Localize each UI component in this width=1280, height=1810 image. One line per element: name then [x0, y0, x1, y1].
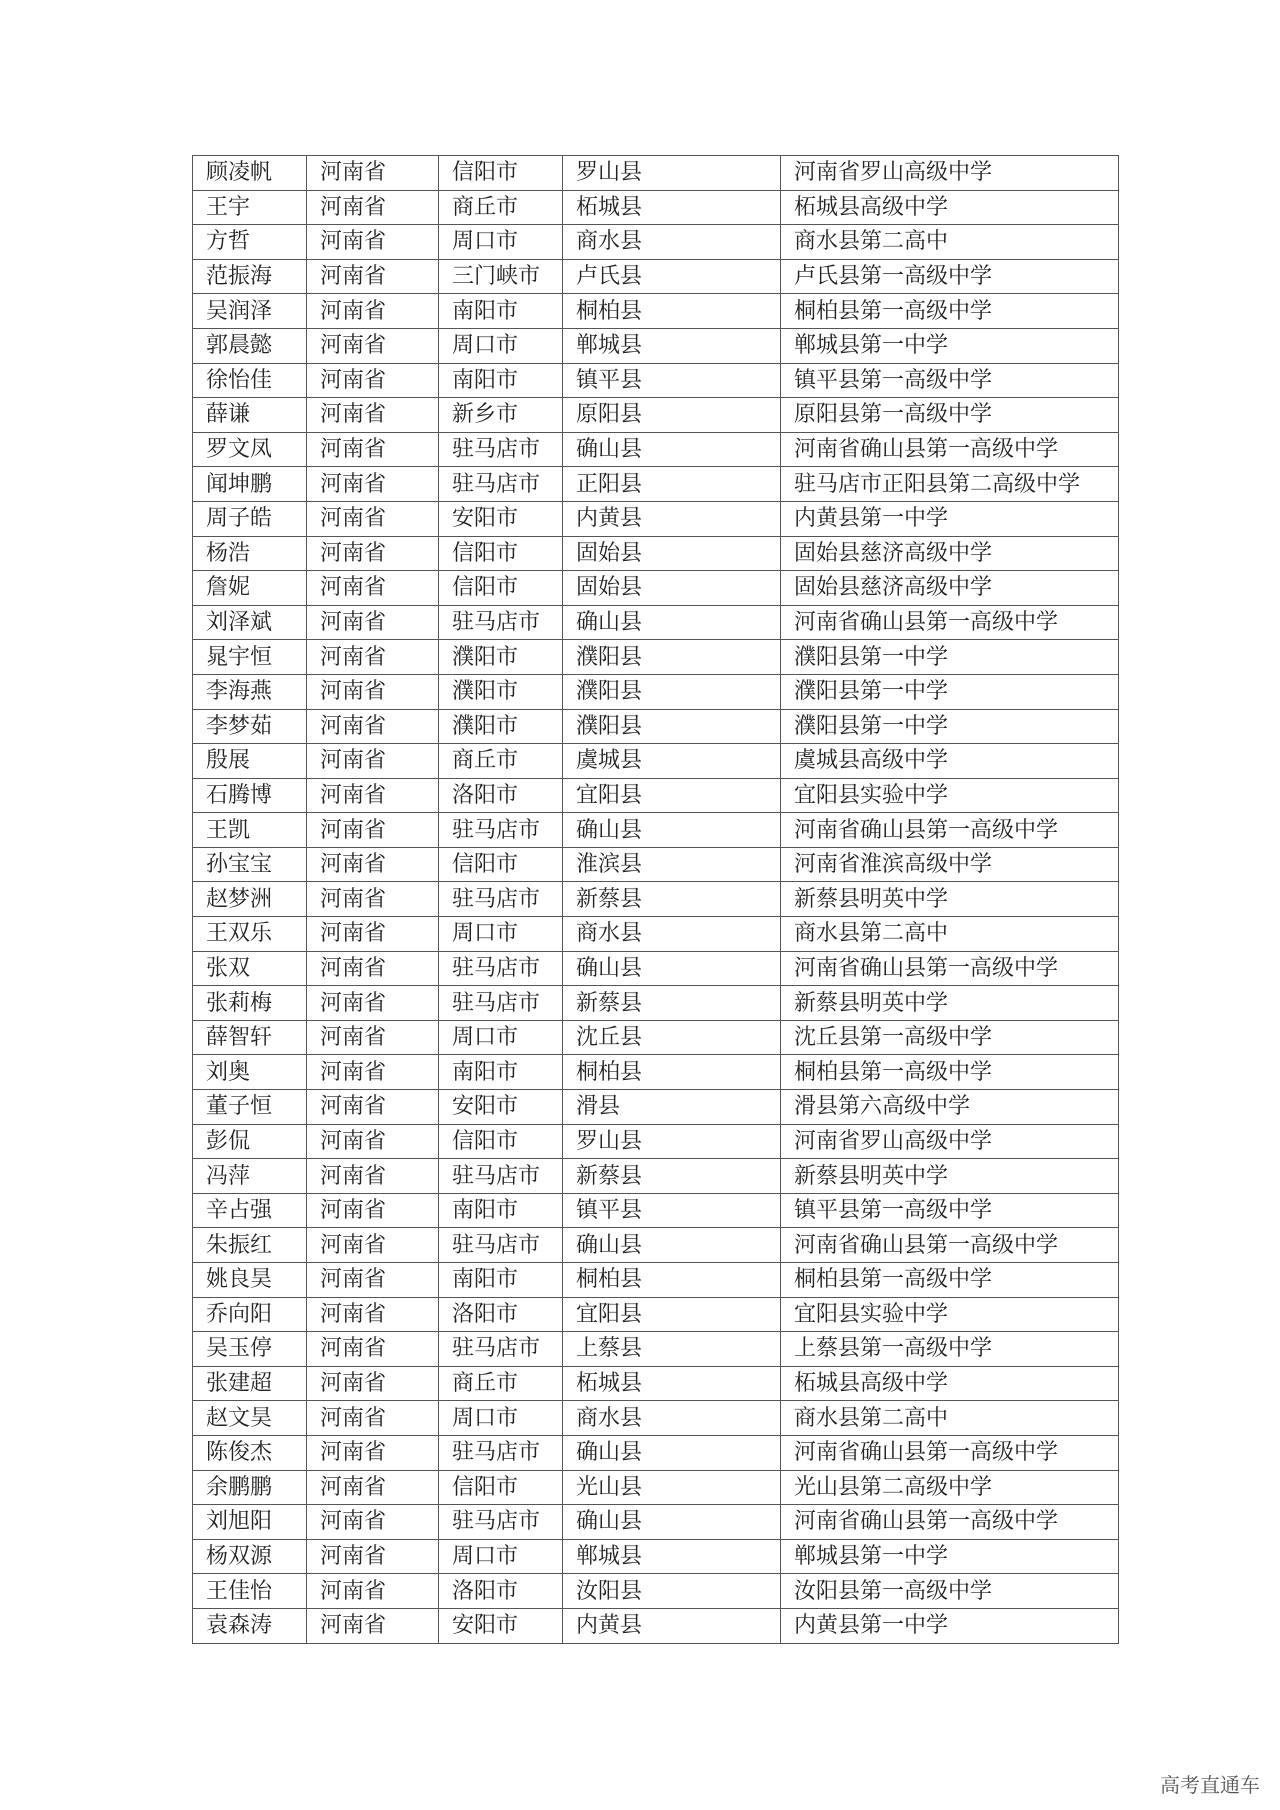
school-cell: 镇平县第一高级中学 [781, 363, 1119, 398]
province-cell: 河南省 [307, 605, 439, 640]
city-cell: 新乡市 [439, 398, 563, 433]
county-cell: 正阳县 [563, 467, 781, 502]
county-cell: 郸城县 [563, 328, 781, 363]
school-cell: 河南省罗山高级中学 [781, 1124, 1119, 1159]
table-row [193, 1470, 1119, 1505]
county-cell: 虞城县 [563, 744, 781, 779]
city-cell: 驻马店市 [439, 1228, 563, 1263]
table-row [193, 1332, 1119, 1367]
province-cell: 河南省 [307, 294, 439, 329]
table-row [193, 1435, 1119, 1470]
school-cell: 固始县慈济高级中学 [781, 571, 1119, 606]
city-cell: 周口市 [439, 917, 563, 952]
province-cell: 河南省 [307, 813, 439, 848]
school-cell: 新蔡县明英中学 [781, 986, 1119, 1021]
city-cell: 驻马店市 [439, 1505, 563, 1540]
school-cell: 河南省确山县第一高级中学 [781, 432, 1119, 467]
school-cell: 河南省确山县第一高级中学 [781, 951, 1119, 986]
province-cell: 河南省 [307, 571, 439, 606]
city-cell: 三门峡市 [439, 259, 563, 294]
county-cell: 商水县 [563, 1401, 781, 1436]
school-cell: 商水县第二高中 [781, 225, 1119, 260]
watermark-text: 高考直通车 [1160, 1773, 1260, 1797]
table-row [193, 432, 1119, 467]
school-cell: 沈丘县第一高级中学 [781, 1020, 1119, 1055]
city-cell: 驻马店市 [439, 1435, 563, 1470]
school-cell: 镇平县第一高级中学 [781, 1193, 1119, 1228]
name-cell: 刘奥 [193, 1055, 307, 1090]
province-cell: 河南省 [307, 1193, 439, 1228]
table-body [193, 156, 1119, 1644]
table-row [193, 156, 1119, 191]
county-cell: 罗山县 [563, 1124, 781, 1159]
county-cell: 光山县 [563, 1470, 781, 1505]
city-cell: 周口市 [439, 1020, 563, 1055]
table-row [193, 225, 1119, 260]
name-cell: 张双 [193, 951, 307, 986]
table-row [193, 674, 1119, 709]
city-cell: 周口市 [439, 1539, 563, 1574]
county-cell: 确山县 [563, 605, 781, 640]
city-cell: 信阳市 [439, 1470, 563, 1505]
school-cell: 卢氏县第一高级中学 [781, 259, 1119, 294]
name-cell: 晁宇恒 [193, 640, 307, 675]
city-cell: 洛阳市 [439, 1574, 563, 1609]
name-cell: 徐怡佳 [193, 363, 307, 398]
school-cell: 内黄县第一中学 [781, 1608, 1119, 1643]
school-cell: 河南省确山县第一高级中学 [781, 605, 1119, 640]
county-cell: 濮阳县 [563, 674, 781, 709]
county-cell: 宜阳县 [563, 778, 781, 813]
province-cell: 河南省 [307, 847, 439, 882]
province-cell: 河南省 [307, 467, 439, 502]
table-row [193, 1020, 1119, 1055]
county-cell: 内黄县 [563, 501, 781, 536]
province-cell: 河南省 [307, 1435, 439, 1470]
name-cell: 彭侃 [193, 1124, 307, 1159]
city-cell: 周口市 [439, 225, 563, 260]
name-cell: 姚良昊 [193, 1263, 307, 1298]
name-cell: 方哲 [193, 225, 307, 260]
table-row [193, 709, 1119, 744]
school-cell: 郸城县第一中学 [781, 1539, 1119, 1574]
table-row [193, 467, 1119, 502]
table-row [193, 1263, 1119, 1298]
name-cell: 李梦茹 [193, 709, 307, 744]
county-cell: 固始县 [563, 536, 781, 571]
province-cell: 河南省 [307, 398, 439, 433]
county-cell: 上蔡县 [563, 1332, 781, 1367]
city-cell: 南阳市 [439, 1055, 563, 1090]
name-cell: 殷展 [193, 744, 307, 779]
name-cell: 薛智轩 [193, 1020, 307, 1055]
school-cell: 固始县慈济高级中学 [781, 536, 1119, 571]
city-cell: 洛阳市 [439, 1297, 563, 1332]
county-cell: 确山县 [563, 1505, 781, 1540]
student-list-table [192, 155, 1119, 1644]
province-cell: 河南省 [307, 536, 439, 571]
table-row [193, 1505, 1119, 1540]
county-cell: 桐柏县 [563, 1263, 781, 1298]
county-cell: 柘城县 [563, 190, 781, 225]
table-row [193, 1228, 1119, 1263]
table-row [193, 501, 1119, 536]
name-cell: 石腾博 [193, 778, 307, 813]
province-cell: 河南省 [307, 363, 439, 398]
school-cell: 柘城县高级中学 [781, 1366, 1119, 1401]
county-cell: 确山县 [563, 1435, 781, 1470]
table-row [193, 1297, 1119, 1332]
city-cell: 信阳市 [439, 571, 563, 606]
county-cell: 淮滨县 [563, 847, 781, 882]
table-row [193, 190, 1119, 225]
table-row [193, 363, 1119, 398]
name-cell: 范振海 [193, 259, 307, 294]
school-cell: 郸城县第一中学 [781, 328, 1119, 363]
name-cell: 余鹏鹏 [193, 1470, 307, 1505]
city-cell: 驻马店市 [439, 467, 563, 502]
name-cell: 王宇 [193, 190, 307, 225]
table-row [193, 1366, 1119, 1401]
table-row [193, 1574, 1119, 1609]
school-cell: 河南省确山县第一高级中学 [781, 813, 1119, 848]
table-row [193, 847, 1119, 882]
province-cell: 河南省 [307, 259, 439, 294]
province-cell: 河南省 [307, 156, 439, 191]
county-cell: 沈丘县 [563, 1020, 781, 1055]
city-cell: 安阳市 [439, 1090, 563, 1125]
city-cell: 安阳市 [439, 501, 563, 536]
name-cell: 袁森涛 [193, 1608, 307, 1643]
province-cell: 河南省 [307, 1263, 439, 1298]
table-row [193, 1193, 1119, 1228]
school-cell: 光山县第二高级中学 [781, 1470, 1119, 1505]
table-row [193, 571, 1119, 606]
province-cell: 河南省 [307, 1505, 439, 1540]
city-cell: 周口市 [439, 328, 563, 363]
county-cell: 桐柏县 [563, 1055, 781, 1090]
city-cell: 驻马店市 [439, 813, 563, 848]
name-cell: 冯萍 [193, 1159, 307, 1194]
province-cell: 河南省 [307, 709, 439, 744]
school-cell: 商水县第二高中 [781, 917, 1119, 952]
city-cell: 信阳市 [439, 536, 563, 571]
province-cell: 河南省 [307, 1055, 439, 1090]
school-cell: 汝阳县第一高级中学 [781, 1574, 1119, 1609]
city-cell: 驻马店市 [439, 432, 563, 467]
table-row [193, 882, 1119, 917]
city-cell: 驻马店市 [439, 1332, 563, 1367]
city-cell: 南阳市 [439, 1263, 563, 1298]
province-cell: 河南省 [307, 1020, 439, 1055]
school-cell: 桐柏县第一高级中学 [781, 1263, 1119, 1298]
county-cell: 新蔡县 [563, 1159, 781, 1194]
school-cell: 柘城县高级中学 [781, 190, 1119, 225]
table-row [193, 1159, 1119, 1194]
province-cell: 河南省 [307, 640, 439, 675]
city-cell: 驻马店市 [439, 882, 563, 917]
name-cell: 罗文凤 [193, 432, 307, 467]
table-row [193, 813, 1119, 848]
school-cell: 河南省淮滨高级中学 [781, 847, 1119, 882]
name-cell: 薛谦 [193, 398, 307, 433]
name-cell: 吴润泽 [193, 294, 307, 329]
county-cell: 汝阳县 [563, 1574, 781, 1609]
name-cell: 朱振红 [193, 1228, 307, 1263]
county-cell: 商水县 [563, 917, 781, 952]
province-cell: 河南省 [307, 744, 439, 779]
school-cell: 上蔡县第一高级中学 [781, 1332, 1119, 1367]
province-cell: 河南省 [307, 1297, 439, 1332]
name-cell: 杨双源 [193, 1539, 307, 1574]
school-cell: 内黄县第一中学 [781, 501, 1119, 536]
province-cell: 河南省 [307, 225, 439, 260]
name-cell: 杨浩 [193, 536, 307, 571]
table-row [193, 1401, 1119, 1436]
school-cell: 驻马店市正阳县第二高级中学 [781, 467, 1119, 502]
school-cell: 河南省确山县第一高级中学 [781, 1435, 1119, 1470]
county-cell: 商水县 [563, 225, 781, 260]
province-cell: 河南省 [307, 501, 439, 536]
name-cell: 辛占强 [193, 1193, 307, 1228]
table-row [193, 259, 1119, 294]
city-cell: 周口市 [439, 1401, 563, 1436]
name-cell: 赵梦洲 [193, 882, 307, 917]
city-cell: 信阳市 [439, 1124, 563, 1159]
table-row [193, 294, 1119, 329]
school-cell: 河南省确山县第一高级中学 [781, 1505, 1119, 1540]
name-cell: 董子恒 [193, 1090, 307, 1125]
table-row [193, 986, 1119, 1021]
county-cell: 柘城县 [563, 1366, 781, 1401]
table-row [193, 1539, 1119, 1574]
school-cell: 宜阳县实验中学 [781, 1297, 1119, 1332]
name-cell: 王凯 [193, 813, 307, 848]
school-cell: 虞城县高级中学 [781, 744, 1119, 779]
school-cell: 河南省确山县第一高级中学 [781, 1228, 1119, 1263]
province-cell: 河南省 [307, 778, 439, 813]
city-cell: 南阳市 [439, 1193, 563, 1228]
province-cell: 河南省 [307, 1159, 439, 1194]
school-cell: 原阳县第一高级中学 [781, 398, 1119, 433]
province-cell: 河南省 [307, 1608, 439, 1643]
school-cell: 濮阳县第一中学 [781, 674, 1119, 709]
county-cell: 新蔡县 [563, 882, 781, 917]
province-cell: 河南省 [307, 1470, 439, 1505]
table-row [193, 744, 1119, 779]
city-cell: 信阳市 [439, 156, 563, 191]
table-row [193, 640, 1119, 675]
province-cell: 河南省 [307, 1539, 439, 1574]
school-cell: 商水县第二高中 [781, 1401, 1119, 1436]
name-cell: 顾凌帆 [193, 156, 307, 191]
county-cell: 确山县 [563, 951, 781, 986]
school-cell: 濮阳县第一中学 [781, 640, 1119, 675]
table-row [193, 778, 1119, 813]
table-row [193, 328, 1119, 363]
province-cell: 河南省 [307, 1228, 439, 1263]
county-cell: 确山县 [563, 432, 781, 467]
county-cell: 确山县 [563, 1228, 781, 1263]
city-cell: 安阳市 [439, 1608, 563, 1643]
province-cell: 河南省 [307, 328, 439, 363]
province-cell: 河南省 [307, 917, 439, 952]
province-cell: 河南省 [307, 1332, 439, 1367]
name-cell: 乔向阳 [193, 1297, 307, 1332]
name-cell: 闻坤鹏 [193, 467, 307, 502]
county-cell: 新蔡县 [563, 986, 781, 1021]
county-cell: 原阳县 [563, 398, 781, 433]
table-row [193, 1090, 1119, 1125]
city-cell: 洛阳市 [439, 778, 563, 813]
province-cell: 河南省 [307, 674, 439, 709]
county-cell: 镇平县 [563, 363, 781, 398]
school-cell: 桐柏县第一高级中学 [781, 294, 1119, 329]
county-cell: 固始县 [563, 571, 781, 606]
city-cell: 驻马店市 [439, 1159, 563, 1194]
school-cell: 新蔡县明英中学 [781, 1159, 1119, 1194]
name-cell: 孙宝宝 [193, 847, 307, 882]
city-cell: 驻马店市 [439, 951, 563, 986]
county-cell: 濮阳县 [563, 709, 781, 744]
table-row [193, 951, 1119, 986]
county-cell: 卢氏县 [563, 259, 781, 294]
city-cell: 濮阳市 [439, 674, 563, 709]
school-cell: 桐柏县第一高级中学 [781, 1055, 1119, 1090]
table-row [193, 398, 1119, 433]
table-row [193, 536, 1119, 571]
province-cell: 河南省 [307, 951, 439, 986]
name-cell: 李海燕 [193, 674, 307, 709]
province-cell: 河南省 [307, 190, 439, 225]
table-row [193, 917, 1119, 952]
province-cell: 河南省 [307, 1366, 439, 1401]
name-cell: 刘泽斌 [193, 605, 307, 640]
province-cell: 河南省 [307, 1090, 439, 1125]
name-cell: 赵文昊 [193, 1401, 307, 1436]
province-cell: 河南省 [307, 882, 439, 917]
city-cell: 濮阳市 [439, 640, 563, 675]
table-row [193, 605, 1119, 640]
city-cell: 南阳市 [439, 294, 563, 329]
province-cell: 河南省 [307, 1574, 439, 1609]
county-cell: 桐柏县 [563, 294, 781, 329]
table-row [193, 1608, 1119, 1643]
county-cell: 罗山县 [563, 156, 781, 191]
table-row [193, 1124, 1119, 1159]
province-cell: 河南省 [307, 1401, 439, 1436]
school-cell: 宜阳县实验中学 [781, 778, 1119, 813]
name-cell: 郭晨懿 [193, 328, 307, 363]
province-cell: 河南省 [307, 1124, 439, 1159]
name-cell: 周子皓 [193, 501, 307, 536]
school-cell: 河南省罗山高级中学 [781, 156, 1119, 191]
county-cell: 滑县 [563, 1090, 781, 1125]
name-cell: 张建超 [193, 1366, 307, 1401]
county-cell: 宜阳县 [563, 1297, 781, 1332]
name-cell: 王双乐 [193, 917, 307, 952]
county-cell: 确山县 [563, 813, 781, 848]
province-cell: 河南省 [307, 986, 439, 1021]
name-cell: 张莉梅 [193, 986, 307, 1021]
school-cell: 新蔡县明英中学 [781, 882, 1119, 917]
name-cell: 王佳怡 [193, 1574, 307, 1609]
city-cell: 驻马店市 [439, 986, 563, 1021]
city-cell: 濮阳市 [439, 709, 563, 744]
county-cell: 镇平县 [563, 1193, 781, 1228]
province-cell: 河南省 [307, 432, 439, 467]
name-cell: 陈俊杰 [193, 1435, 307, 1470]
county-cell: 内黄县 [563, 1608, 781, 1643]
county-cell: 郸城县 [563, 1539, 781, 1574]
school-cell: 滑县第六高级中学 [781, 1090, 1119, 1125]
name-cell: 詹妮 [193, 571, 307, 606]
city-cell: 驻马店市 [439, 605, 563, 640]
name-cell: 吴玉停 [193, 1332, 307, 1367]
county-cell: 濮阳县 [563, 640, 781, 675]
name-cell: 刘旭阳 [193, 1505, 307, 1540]
table-row [193, 1055, 1119, 1090]
city-cell: 商丘市 [439, 744, 563, 779]
city-cell: 商丘市 [439, 190, 563, 225]
city-cell: 信阳市 [439, 847, 563, 882]
school-cell: 濮阳县第一中学 [781, 709, 1119, 744]
city-cell: 商丘市 [439, 1366, 563, 1401]
city-cell: 南阳市 [439, 363, 563, 398]
